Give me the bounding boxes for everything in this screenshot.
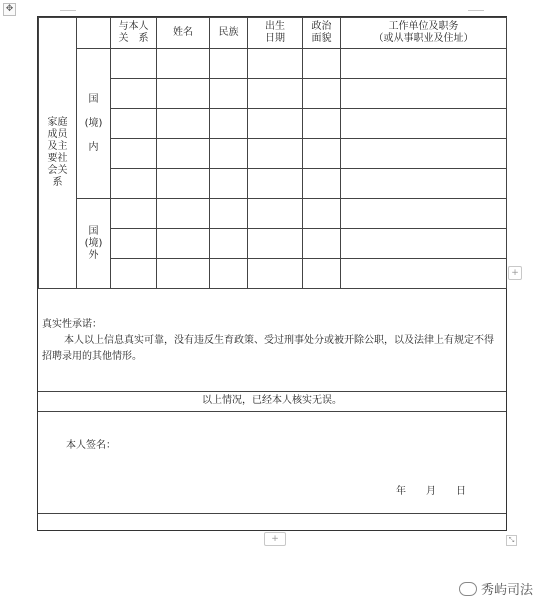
header-birth-date: 出生 日期 — [248, 18, 303, 49]
table-cell[interactable] — [303, 49, 341, 79]
verify-section[interactable] — [38, 391, 506, 411]
table-cell[interactable] — [111, 49, 157, 79]
resize-handle-icon[interactable]: ⤡ — [506, 535, 517, 546]
table-cell[interactable] — [157, 169, 210, 199]
table-cell[interactable] — [341, 49, 507, 79]
table-cell[interactable] — [248, 169, 303, 199]
row-group-label: 家庭 成员 及主 要社 会关 系 — [39, 18, 77, 289]
verify-text: 以上情况，已经本人核实无误。 — [202, 395, 342, 406]
table-cell[interactable] — [157, 109, 210, 139]
table-cell[interactable] — [248, 199, 303, 229]
add-row-icon[interactable]: + — [264, 532, 286, 546]
pledge-title: 真实性承诺： — [42, 319, 102, 330]
watermark — [459, 579, 533, 598]
table-cell[interactable] — [341, 79, 507, 109]
table-cell[interactable] — [111, 79, 157, 109]
wechat-icon — [459, 582, 477, 596]
signature-label: 本人签名： — [66, 440, 116, 451]
table-cell[interactable] — [157, 49, 210, 79]
table-cell[interactable] — [210, 259, 248, 289]
table-cell[interactable] — [248, 49, 303, 79]
table-cell[interactable] — [341, 139, 507, 169]
table-cell[interactable] — [303, 139, 341, 169]
table-cell[interactable] — [341, 109, 507, 139]
table-cell[interactable] — [157, 199, 210, 229]
family-members-table — [38, 17, 507, 289]
table-cell[interactable] — [303, 199, 341, 229]
table-cell[interactable] — [303, 259, 341, 289]
table-cell[interactable] — [341, 199, 507, 229]
table-cell[interactable] — [303, 79, 341, 109]
header-relation: 与本人 关 系 — [111, 18, 157, 49]
table-cell[interactable] — [157, 259, 210, 289]
header-ethnicity: 民族 — [210, 18, 248, 49]
table-cell[interactable] — [303, 169, 341, 199]
table-cell[interactable] — [210, 199, 248, 229]
table-cell[interactable] — [111, 139, 157, 169]
signature-section[interactable] — [38, 411, 506, 513]
table-cell[interactable] — [248, 109, 303, 139]
add-column-icon[interactable]: + — [508, 266, 522, 280]
header-political-status: 政治 面貌 — [303, 18, 341, 49]
header-name: 姓名 — [157, 18, 210, 49]
table-cell[interactable] — [111, 169, 157, 199]
table-cell[interactable] — [210, 109, 248, 139]
table-cell[interactable] — [157, 229, 210, 259]
header-blank — [77, 18, 111, 49]
table-cell[interactable] — [248, 229, 303, 259]
table-cell[interactable] — [210, 139, 248, 169]
table-cell[interactable] — [111, 199, 157, 229]
table-cell[interactable] — [248, 139, 303, 169]
table-cell[interactable] — [341, 259, 507, 289]
watermark-text: 秀屿司法 — [480, 583, 533, 598]
pledge-section[interactable] — [38, 288, 506, 391]
table-cell[interactable] — [248, 259, 303, 289]
table-cell[interactable] — [157, 139, 210, 169]
table-cell[interactable] — [248, 79, 303, 109]
footer-row[interactable] — [38, 513, 506, 532]
overseas-label: 国 (境) 外 — [77, 199, 111, 289]
table-cell[interactable] — [157, 79, 210, 109]
table-cell[interactable] — [303, 229, 341, 259]
table-cell[interactable] — [303, 109, 341, 139]
pledge-body: 本人以上信息真实可靠，没有违反生育政策、受过刑事处分或被开除公职，以及法律上有规定不得招聘录用的其他情形。 — [42, 335, 494, 362]
table-cell[interactable] — [210, 229, 248, 259]
table-cell[interactable] — [210, 169, 248, 199]
table-cell[interactable] — [111, 259, 157, 289]
header-work: 工作单位及职务 （或从事职业及住址） — [341, 18, 507, 49]
table-cell[interactable] — [111, 229, 157, 259]
table-cell[interactable] — [210, 79, 248, 109]
table-cell[interactable] — [210, 49, 248, 79]
registration-form-table — [37, 16, 507, 531]
table-cell[interactable] — [341, 229, 507, 259]
domestic-label: 国 (境) 内 — [77, 49, 111, 199]
table-move-handle-icon[interactable]: ✥ — [3, 3, 16, 16]
table-cell[interactable] — [111, 109, 157, 139]
signature-date: 年 月 日 — [396, 486, 466, 497]
table-cell[interactable] — [341, 169, 507, 199]
